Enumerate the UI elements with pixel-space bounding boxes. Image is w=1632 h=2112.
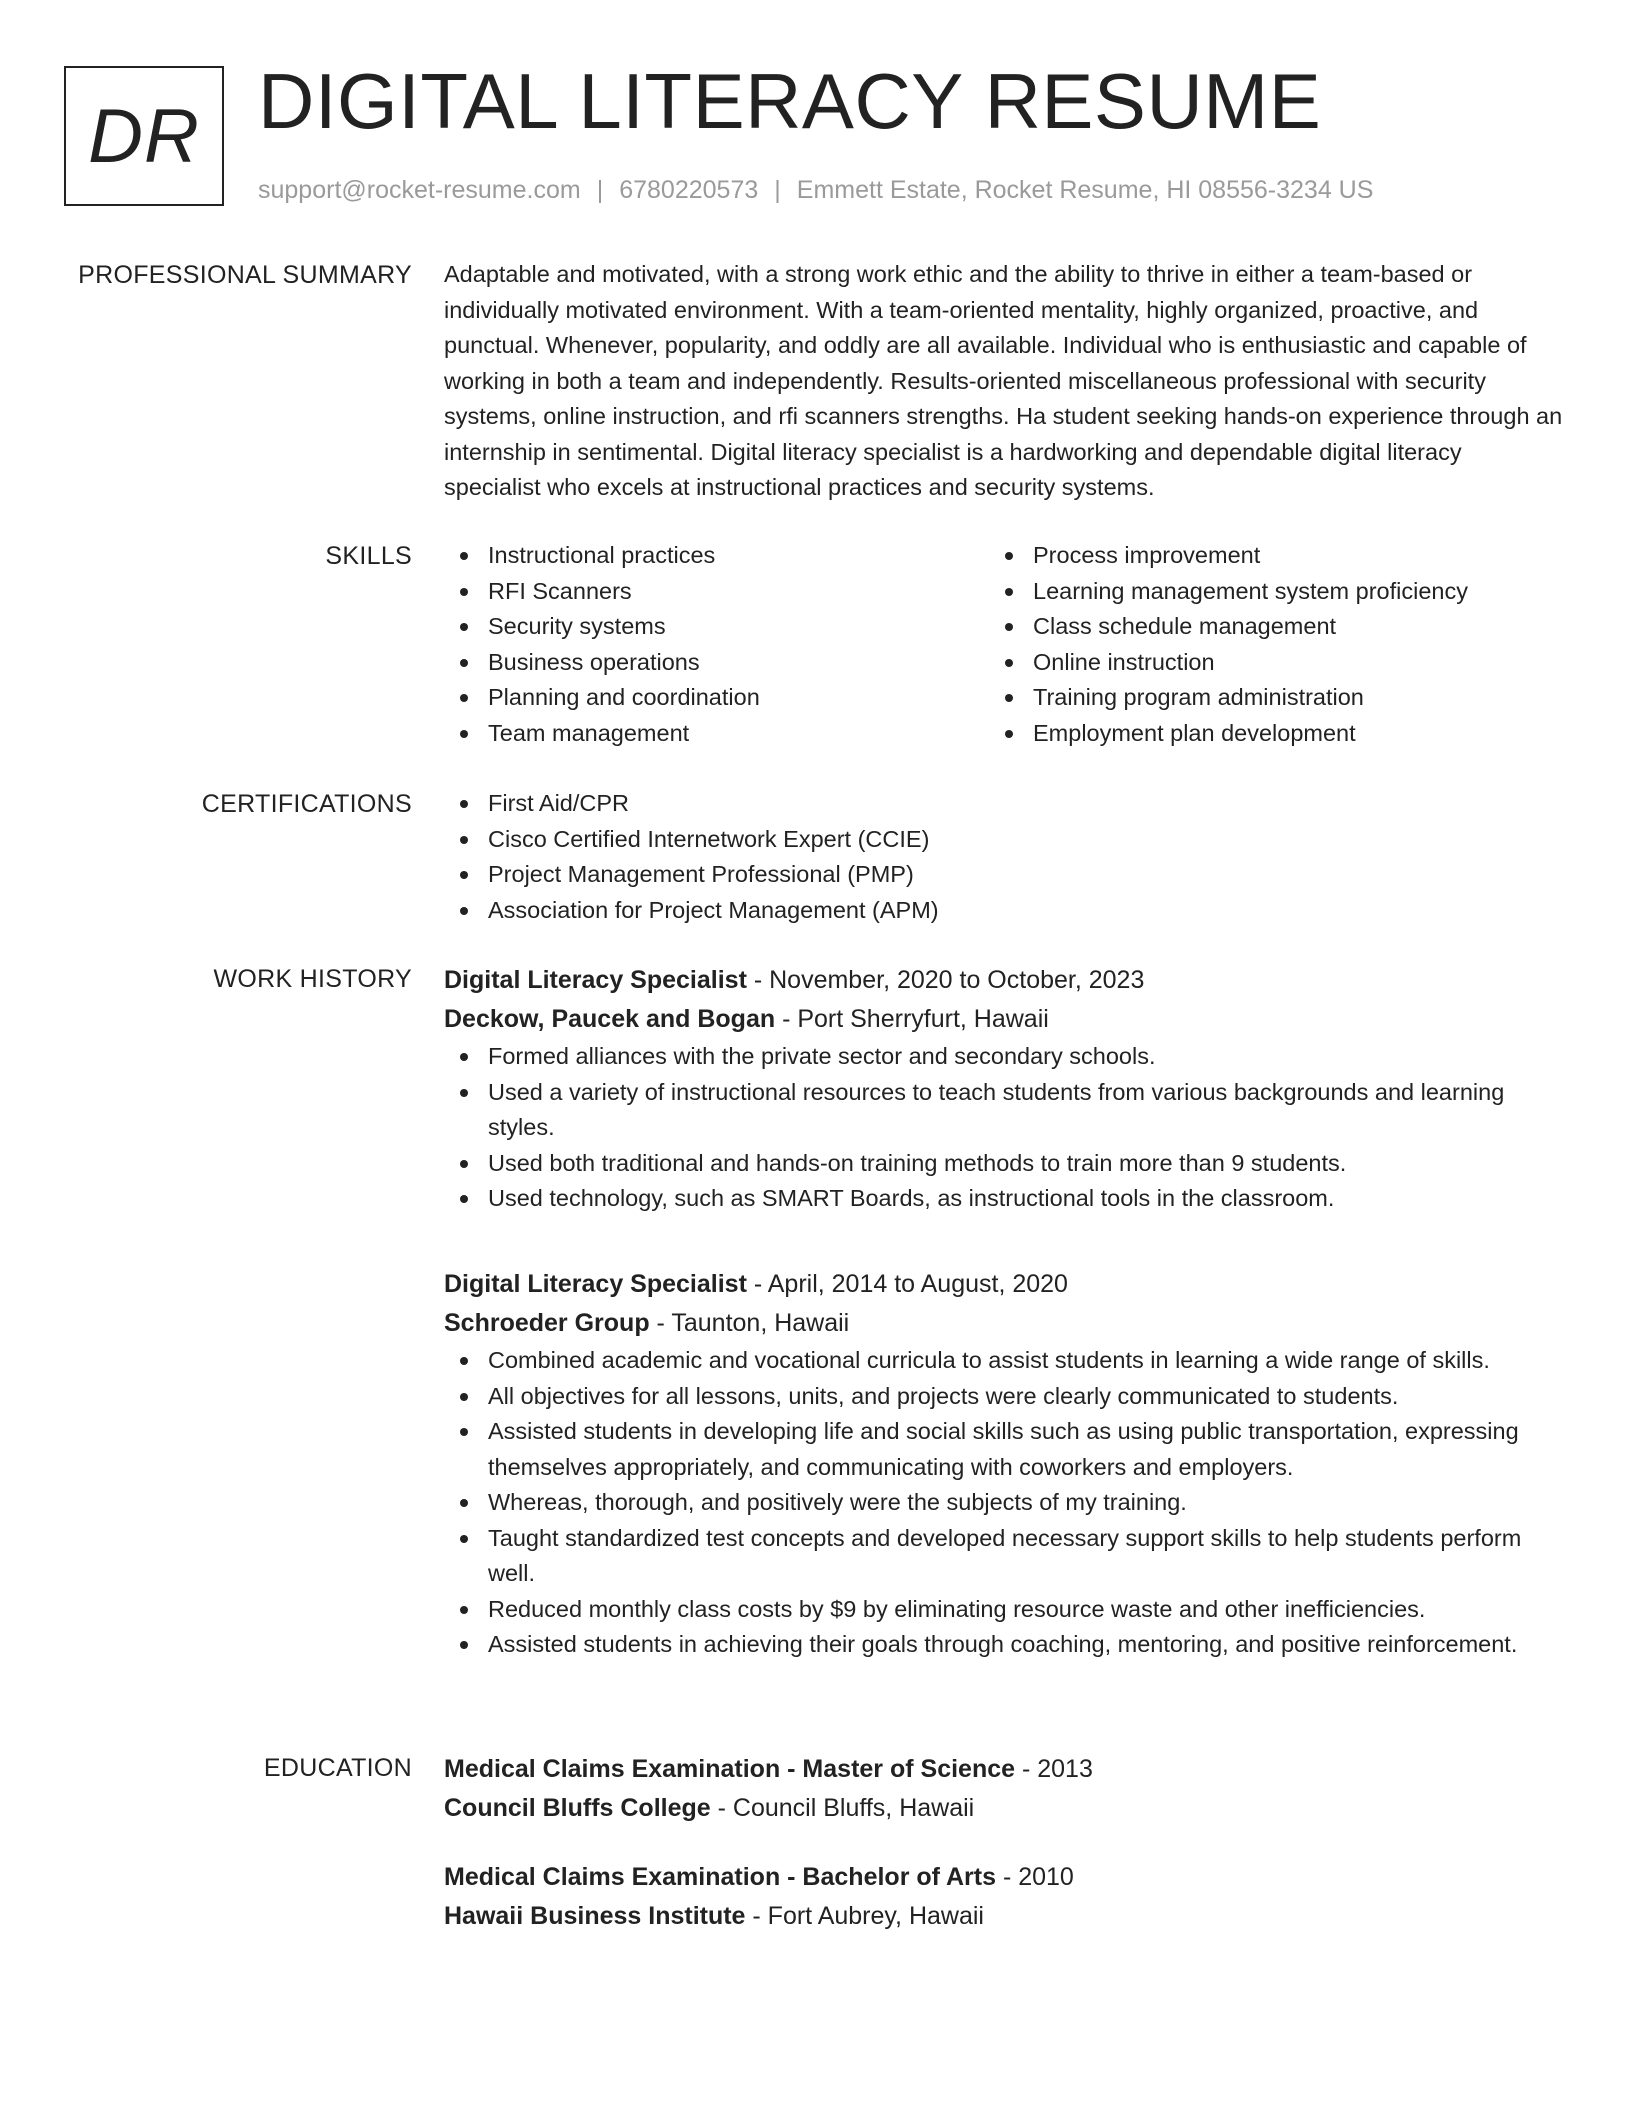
section-heading: CERTIFICATIONS [201,790,412,818]
job-bullet: Assisted students in developing life and social skills such as using public transportation, expressing themselves appropriately, and communicating with coworkers and employers. [444,1414,1564,1485]
skill-item: Class schedule management [989,609,1534,645]
summary-text: Adaptable and motivated, with a strong work ethic and the ability to thrive in either a team-based or individually motivated environment. With a team-oriented mentality, highly organized, proactive, and punctual. Whenever, popularity, and oddly are all available. Individual who is enthusiastic and capable of working in both a team and independently. Results-oriented miscellaneous professional with security systems, online instruction, and rfi scanners strengths. Ha student seeking hands-on experience through an internship in sentimental. Digital literacy specialist is a hardworking and dependable digital literacy specialist who excels at instructional practices and security systems. [444,261,1563,500]
contact-email[interactable]: support@rocket-resume.com [258,176,581,204]
education-school: Hawaii Business Institute [444,1902,746,1930]
job-bullet: Formed alliances with the private sector and secondary schools. [444,1039,1564,1075]
education-degree-line [444,1750,1564,1789]
section-heading: PROFESSIONAL SUMMARY [78,261,412,289]
contact-separator: | [596,176,604,204]
education-location: - Fort Aubrey, Hawaii [745,1902,984,1930]
section-heading: WORK HISTORY [213,965,412,993]
section-heading: SKILLS [325,542,412,570]
education-entry [444,1750,1564,1828]
initials-monogram [64,66,224,206]
contact-separator: | [774,176,781,204]
job-dates: - November, 2020 to October, 2023 [746,966,1145,994]
skill-item: Planning and coordination [444,680,989,716]
job-bullet: Taught standardized test concepts and developed necessary support skills to help students perform well. [444,1521,1564,1592]
education-school: Council Bluffs College [444,1794,711,1822]
job-bullet: Used a variety of instructional resources to teach students from various backgrounds and learning styles. [444,1075,1564,1146]
skill-item: Business operations [444,645,989,681]
job-bullet: Whereas, thorough, and positively were the subjects of my training. [444,1485,1564,1521]
education-degree: Medical Claims Examination - Master of Science [444,1755,1016,1783]
job-bullet: Used technology, such as SMART Boards, as instructional tools in the classroom. [444,1181,1564,1217]
job-location: - Taunton, Hawaii [649,1309,850,1337]
job-bullet: Assisted students in achieving their goals through coaching, mentoring, and positive reinforcement. [444,1627,1564,1663]
skills-columns [444,538,1564,751]
certification-item: Cisco Certified Internetwork Expert (CCIE) [444,822,1564,858]
education-degree-line [444,1858,1564,1897]
job-title: Digital Literacy Specialist [444,1270,747,1298]
job-bullets [444,1343,1564,1663]
certification-item: First Aid/CPR [444,786,1564,822]
certifications-list [444,786,1564,928]
education-school-line [444,1897,1564,1936]
skill-item: Instructional practices [444,538,989,574]
job-title-line [444,961,1564,1000]
contact-phone[interactable]: 6780220573 [619,176,759,204]
education-year: - 2013 [1015,1755,1093,1783]
education-location: - Council Bluffs, Hawaii [710,1794,975,1822]
job-dates: - April, 2014 to August, 2020 [746,1270,1068,1298]
education-school-line [444,1789,1564,1828]
education-year: - 2010 [996,1863,1074,1891]
skill-item: RFI Scanners [444,574,989,610]
education-body [444,1750,1564,1966]
initials-text: DR [88,93,200,179]
job-company: Schroeder Group [444,1309,650,1337]
contact-line [258,174,1373,206]
skill-item: Security systems [444,609,989,645]
job-company-line [444,1304,1564,1343]
skills-list-left [444,538,989,751]
skill-item: Online instruction [989,645,1534,681]
job-bullet: Used both traditional and hands-on training methods to train more than 9 students. [444,1146,1564,1182]
resume-title: DIGITAL LITERACY RESUME [258,57,1322,145]
skills-list-right [989,538,1534,751]
job-bullet: Combined academic and vocational curricula to assist students in learning a wide range of skills. [444,1343,1564,1379]
skill-item: Learning management system proficiency [989,574,1534,610]
work-history-body [444,961,1564,1657]
job-title: Digital Literacy Specialist [444,966,747,994]
job-company-line [444,1000,1564,1039]
job-entry [444,961,1564,1217]
job-bullet: All objectives for all lessons, units, and projects were clearly communicated to students. [444,1379,1564,1415]
skill-item: Training program administration [989,680,1534,716]
job-location: - Port Sherryfurt, Hawaii [775,1005,1049,1033]
certifications-body [444,786,1564,928]
certification-item: Association for Project Management (APM) [444,893,1564,929]
job-bullet: Reduced monthly class costs by $9 by eliminating resource waste and other inefficiencies. [444,1592,1564,1628]
skill-item: Employment plan development [989,716,1534,752]
job-entry [444,1265,1564,1663]
skill-item: Process improvement [989,538,1534,574]
certification-item: Project Management Professional (PMP) [444,857,1564,893]
job-title-line [444,1265,1564,1304]
skill-item: Team management [444,716,989,752]
section-heading: EDUCATION [263,1754,412,1782]
job-company: Deckow, Paucek and Bogan [444,1005,776,1033]
education-entry [444,1858,1564,1936]
education-degree: Medical Claims Examination - Bachelor of Arts [444,1863,996,1891]
contact-address: Emmett Estate, Rocket Resume, HI 08556-3234 US [796,176,1374,204]
job-bullets [444,1039,1564,1217]
